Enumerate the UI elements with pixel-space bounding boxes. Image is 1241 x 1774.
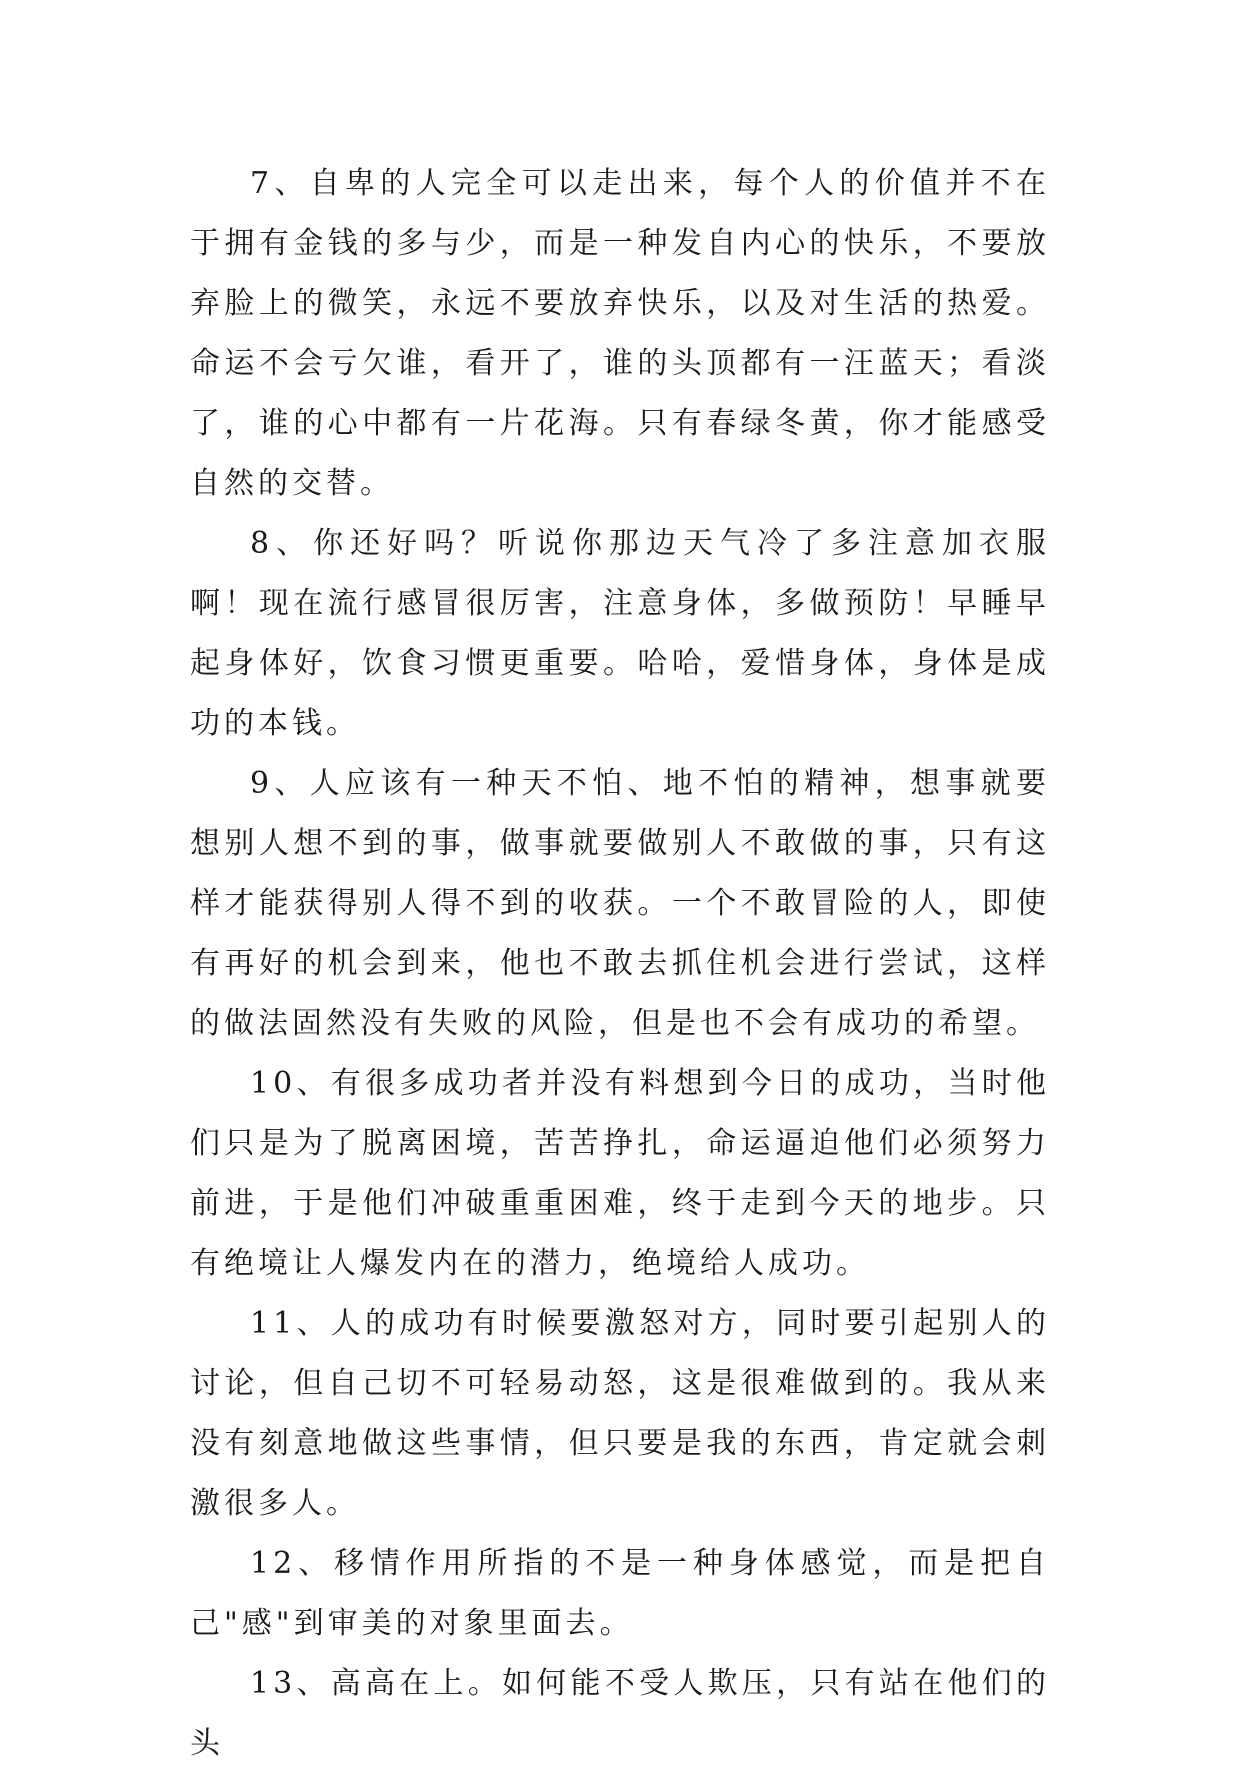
paragraph-8: 8、你还好吗？听说你那边天气冷了多注意加衣服啊！现在流行感冒很厉害，注意身体，多做预防！早睡早起身体好，饮食习惯更重要。哈哈，爱惜身体，身体是成功的本钱。	[190, 526, 1050, 741]
paragraph-7: 7、自卑的人完全可以走出来，每个人的价值并不在于拥有金钱的多与少，而是一种发自内心的快乐，不要放弃脸上的微笑，永远不要放弃快乐，以及对生活的热爱。命运不会亏欠谁，看开了，谁的头顶都有一汪蓝天；看淡了，谁的心中都有一片花海。只有春绿冬黄，你才能感受自然的交替。	[190, 166, 1050, 501]
paragraph-13: 13、高高在上。如何能不受人欺压，只有站在他们的头	[190, 1666, 1050, 1761]
paragraph-11: 11、人的成功有时候要激怒对方，同时要引起别人的讨论，但自己切不可轻易动怒，这是很难做到的。我从来没有刻意地做这些事情，但只要是我的东西，肯定就会刺激很多人。	[190, 1306, 1050, 1521]
paragraph-12: 12、移情作用所指的不是一种身体感觉，而是把自己"感"到审美的对象里面去。	[190, 1546, 1050, 1641]
document-body	[190, 154, 1050, 1774]
paragraph-9: 9、人应该有一种天不怕、地不怕的精神，想事就要想别人想不到的事，做事就要做别人不敢做的事，只有这样才能获得别人得不到的收获。一个不敢冒险的人，即使有再好的机会到来，他也不敢去抓住机会进行尝试，这样的做法固然没有失败的风险，但是也不会有成功的希望。	[190, 766, 1050, 1041]
paragraph-10: 10、有很多成功者并没有料想到今日的成功，当时他们只是为了脱离困境，苦苦挣扎，命运逼迫他们必须努力前进，于是他们冲破重重困难，终于走到今天的地步。只有绝境让人爆发内在的潜力，绝境给人成功。	[190, 1066, 1050, 1281]
